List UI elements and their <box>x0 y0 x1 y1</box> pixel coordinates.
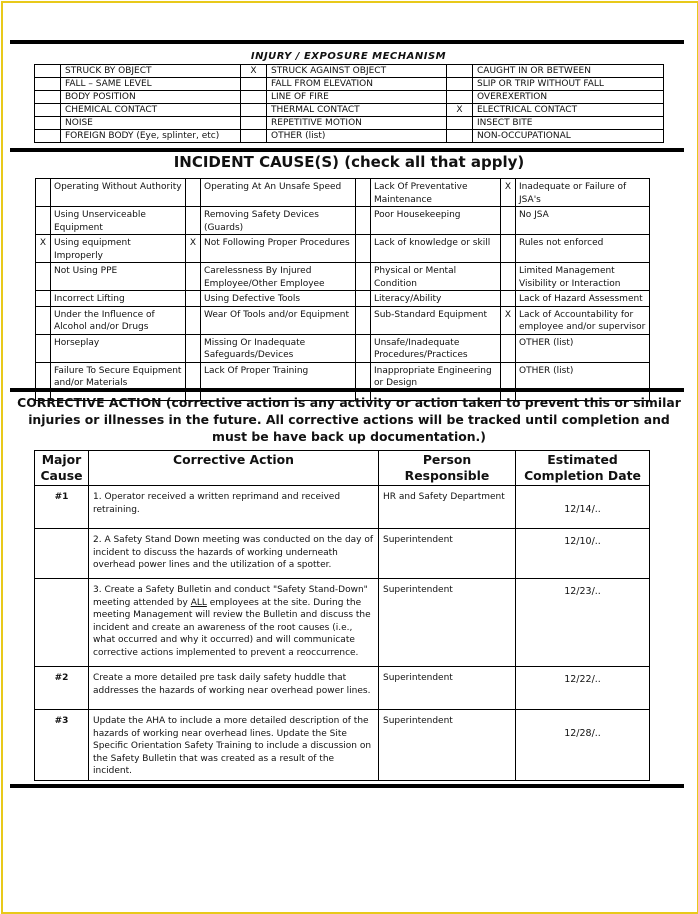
mechanism-label: CHEMICAL CONTACT <box>61 104 241 117</box>
checkbox-cell[interactable] <box>36 207 51 235</box>
checkbox-cell[interactable] <box>36 334 51 362</box>
mechanism-label: OVEREXERTION <box>473 91 664 104</box>
checkbox-cell[interactable] <box>501 291 516 307</box>
checkbox-cell[interactable]: X <box>501 179 516 207</box>
cause-label: Inadequate or Failure of JSA's <box>516 179 650 207</box>
mechanism-row <box>35 78 664 91</box>
checkbox-cell[interactable] <box>356 306 371 334</box>
action-row <box>35 667 650 710</box>
checkbox-cell[interactable] <box>241 91 267 104</box>
mechanism-label: REPETITIVE MOTION <box>267 117 447 130</box>
checkbox-cell[interactable] <box>447 117 473 130</box>
cause-label: No JSA <box>516 207 650 235</box>
checkbox-cell[interactable] <box>186 334 201 362</box>
checkbox-cell[interactable] <box>186 291 201 307</box>
checkbox-cell[interactable]: X <box>241 65 267 78</box>
corrective-action-text <box>89 667 379 710</box>
cause-label: Failure To Secure Equipment and/or Materials <box>51 362 186 400</box>
checkbox-cell[interactable] <box>447 65 473 78</box>
mechanism-label: INSECT BITE <box>473 117 664 130</box>
cause-label: Limited Management Visibility or Interaction <box>516 263 650 291</box>
top-rule <box>10 40 684 44</box>
action-text: employees at the site. During the meeting Management will review the Bulletin and discuss the incident and create an awareness of the root causes (i.e., what occurred and why it occurred) and will communicate corrective actions implemented to prevent a reoccurrence. <box>93 597 371 658</box>
corrective-heading: CORRECTIVE ACTION (corrective action is any activity or action taken to prevent this or similar injuries or illnesses in the future. All corrective actions will be tracked until completion and must be have back up documentation.) <box>17 395 681 444</box>
action-text: 1. Operator received a written reprimand and received retraining. <box>93 492 341 515</box>
cause-row <box>36 235 650 263</box>
completion-date: 12/22/.. <box>516 667 650 710</box>
checkbox-cell[interactable] <box>186 306 201 334</box>
cause-label: Removing Safety Devices (Guards) <box>201 207 356 235</box>
cause-label: Lack of Accountability for employee and/or supervisor <box>516 306 650 334</box>
person-responsible: HR and Safety Department <box>379 486 516 529</box>
checkbox-cell[interactable] <box>501 263 516 291</box>
mechanism-title: INJURY / EXPOSURE MECHANISM <box>250 51 447 62</box>
person-responsible: Superintendent <box>379 710 516 781</box>
major-cause: #3 <box>35 710 89 781</box>
cause-row <box>36 306 650 334</box>
checkbox-cell[interactable]: X <box>447 104 473 117</box>
action-row <box>35 710 650 781</box>
cause-label: Wear Of Tools and/or Equipment <box>201 306 356 334</box>
corrective-action-text <box>89 529 379 579</box>
checkbox-cell[interactable] <box>35 78 61 91</box>
header-major-cause: Major Cause <box>35 451 89 486</box>
section-rule <box>10 148 684 152</box>
cause-label: OTHER (list) <box>516 334 650 362</box>
cause-label: Incorrect Lifting <box>51 291 186 307</box>
checkbox-cell[interactable] <box>186 179 201 207</box>
cause-label: Missing Or Inadequate Safeguards/Devices <box>201 334 356 362</box>
action-text: 2. A Safety Stand Down meeting was conducted on the day of incident to discuss the hazards of working underneath overhead power lines and the utilization of a spotter. <box>93 535 374 571</box>
checkbox-cell[interactable] <box>36 291 51 307</box>
action-text: Create a more detailed pre task daily safety huddle that addresses the hazards of working near overhead power lines. <box>93 673 371 696</box>
action-row <box>35 529 650 579</box>
cause-label: Operating At An Unsafe Speed <box>201 179 356 207</box>
header-completion-date: Estimated Completion Date <box>516 451 650 486</box>
cause-label: Using Defective Tools <box>201 291 356 307</box>
bottom-rule <box>10 784 684 788</box>
checkbox-cell[interactable] <box>501 207 516 235</box>
cause-label: Inappropriate Engineering or Design <box>371 362 501 400</box>
cause-label: Carelessness By Injured Employee/Other Employee <box>201 263 356 291</box>
person-responsible: Superintendent <box>379 529 516 579</box>
cause-row <box>36 263 650 291</box>
checkbox-cell[interactable] <box>356 263 371 291</box>
mechanism-row <box>35 117 664 130</box>
major-cause <box>35 579 89 667</box>
action-text-underlined: ALL <box>190 597 207 608</box>
checkbox-cell[interactable] <box>241 117 267 130</box>
checkbox-cell[interactable] <box>35 91 61 104</box>
cause-label: Literacy/Ability <box>371 291 501 307</box>
major-cause <box>35 529 89 579</box>
mechanism-label: STRUCK BY OBJECT <box>61 65 241 78</box>
mechanism-label: SLIP OR TRIP WITHOUT FALL <box>473 78 664 91</box>
completion-date: 12/10/.. <box>516 529 650 579</box>
action-row <box>35 579 650 667</box>
mechanism-label: FALL – SAME LEVEL <box>61 78 241 91</box>
checkbox-cell[interactable] <box>356 334 371 362</box>
mechanism-row <box>35 65 664 78</box>
checkbox-cell[interactable]: X <box>36 235 51 263</box>
checkbox-cell[interactable] <box>241 104 267 117</box>
cause-label: Lack Of Proper Training <box>201 362 356 400</box>
checkbox-cell[interactable] <box>447 130 473 143</box>
mechanism-label: ELECTRICAL CONTACT <box>473 104 664 117</box>
cause-label: Lack of knowledge or skill <box>371 235 501 263</box>
action-text: 3. Create a Safety Bulletin and conduct "Safety Stand-Down" meeting attended by <box>93 585 368 608</box>
checkbox-cell[interactable] <box>447 78 473 91</box>
corrective-table <box>34 450 650 781</box>
mechanism-label: FALL FROM ELEVATION <box>267 78 447 91</box>
cause-row <box>36 207 650 235</box>
header-person-responsible: Person Responsible <box>379 451 516 486</box>
completion-date: 12/23/.. <box>516 579 650 667</box>
major-cause: #1 <box>35 486 89 529</box>
mechanism-label: LINE OF FIRE <box>267 91 447 104</box>
mechanism-label: FOREIGN BODY (Eye, splinter, etc) <box>61 130 241 143</box>
corrective-action-text <box>89 486 379 529</box>
corrective-action-text <box>89 579 379 667</box>
checkbox-cell[interactable] <box>35 104 61 117</box>
cause-label: Rules not enforced <box>516 235 650 263</box>
checkbox-cell[interactable] <box>356 207 371 235</box>
mechanism-table <box>34 64 664 143</box>
checkbox-cell[interactable] <box>36 263 51 291</box>
checkbox-cell[interactable] <box>501 235 516 263</box>
cause-label: Using equipment Improperly <box>51 235 186 263</box>
causes-title: INCIDENT CAUSE(S) (check all that apply) <box>173 153 525 171</box>
cause-label: Unsafe/Inadequate Procedures/Practices <box>371 334 501 362</box>
mechanism-row <box>35 91 664 104</box>
checkbox-cell[interactable]: X <box>186 235 201 263</box>
checkbox-cell[interactable] <box>356 235 371 263</box>
completion-date: 12/14/.. <box>516 486 650 529</box>
checkbox-cell[interactable] <box>447 91 473 104</box>
checkbox-cell[interactable]: X <box>501 306 516 334</box>
mechanism-label: NON-OCCUPATIONAL <box>473 130 664 143</box>
checkbox-cell[interactable] <box>501 334 516 362</box>
checkbox-cell[interactable] <box>36 306 51 334</box>
cause-label: Under the Influence of Alcohol and/or Drugs <box>51 306 186 334</box>
checkbox-cell[interactable] <box>186 263 201 291</box>
cause-row <box>36 179 650 207</box>
action-row <box>35 486 650 529</box>
mechanism-label: OTHER (list) <box>267 130 447 143</box>
mechanism-label: THERMAL CONTACT <box>267 104 447 117</box>
cause-label: Physical or Mental Condition <box>371 263 501 291</box>
checkbox-cell[interactable] <box>35 117 61 130</box>
checkbox-cell[interactable] <box>241 130 267 143</box>
mechanism-label: NOISE <box>61 117 241 130</box>
checkbox-cell[interactable] <box>356 179 371 207</box>
checkbox-cell[interactable] <box>35 65 61 78</box>
mechanism-row <box>35 130 664 143</box>
cause-label: Lack of Hazard Assessment <box>516 291 650 307</box>
checkbox-cell[interactable] <box>35 130 61 143</box>
cause-label: Using Unserviceable Equipment <box>51 207 186 235</box>
action-text: Update the AHA to include a more detailed description of the hazards of working near overhead lines. Update the Site Specific Orientation Safety Training to include a discussion on the Safety Bulletin that was created as a result of the incident. <box>93 716 372 777</box>
cause-label: Sub-Standard Equipment <box>371 306 501 334</box>
cause-row <box>36 334 650 362</box>
person-responsible: Superintendent <box>379 667 516 710</box>
header-corrective-action: Corrective Action <box>89 451 379 486</box>
completion-date: 12/28/.. <box>516 710 650 781</box>
mechanism-label: CAUGHT IN OR BETWEEN <box>473 65 664 78</box>
person-responsible: Superintendent <box>379 579 516 667</box>
section-rule <box>10 388 684 392</box>
mechanism-label: BODY POSITION <box>61 91 241 104</box>
checkbox-cell[interactable] <box>36 179 51 207</box>
corrective-action-text <box>89 710 379 781</box>
mechanism-label: STRUCK AGAINST OBJECT <box>267 65 447 78</box>
cause-label: Not Following Proper Procedures <box>201 235 356 263</box>
cause-label: Poor Housekeeping <box>371 207 501 235</box>
checkbox-cell[interactable] <box>186 207 201 235</box>
mechanism-row <box>35 104 664 117</box>
cause-label: OTHER (list) <box>516 362 650 400</box>
major-cause: #2 <box>35 667 89 710</box>
causes-table <box>35 178 650 401</box>
cause-row <box>36 291 650 307</box>
checkbox-cell[interactable] <box>356 291 371 307</box>
cause-label: Operating Without Authority <box>51 179 186 207</box>
cause-label: Not Using PPE <box>51 263 186 291</box>
cause-label: Lack Of Preventative Maintenance <box>371 179 501 207</box>
checkbox-cell[interactable] <box>241 78 267 91</box>
cause-label: Horseplay <box>51 334 186 362</box>
